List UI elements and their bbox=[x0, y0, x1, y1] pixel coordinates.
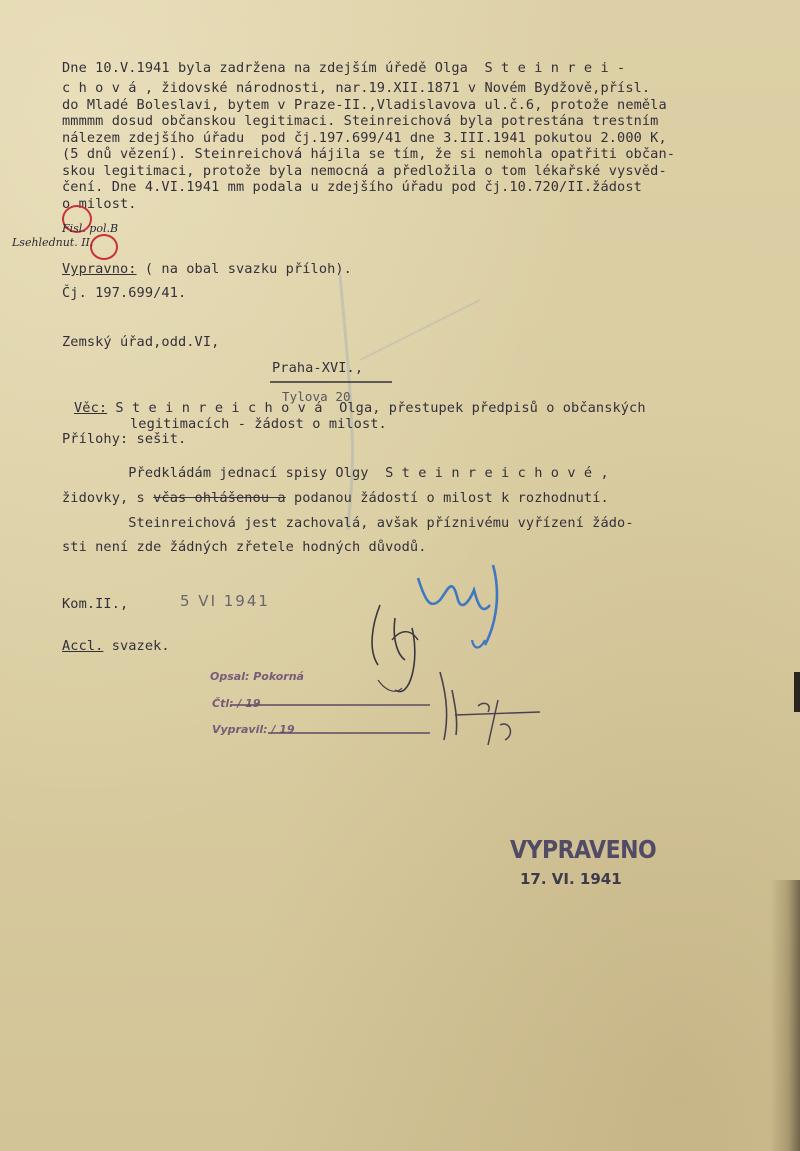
body-line-5: nálezem zdejšího úřadu pod čj.197.699/41 dne 3.III.1941 pokutou 2.000 K, bbox=[62, 130, 667, 146]
dispatch-label: Vypravno: bbox=[62, 261, 137, 277]
letter-line-4: sti není zde žádných zřetele hodných důvodů. bbox=[62, 539, 427, 555]
addressee-city: Praha-XVI., bbox=[272, 360, 364, 376]
vypraveno-date: 17. VI. 1941 bbox=[520, 870, 622, 888]
addressee-street: Tylova 20 bbox=[282, 389, 351, 404]
stamp-vypravil: Vypravil: / 19 bbox=[212, 723, 295, 736]
attachments: Přílohy: sešit. bbox=[62, 431, 187, 447]
addressee-office: Zemský úřad,odd.VI, bbox=[62, 334, 220, 350]
body-line-8: čení. Dne 4.VI.1941 mm podala u zdejšího úřadu pod čj.10.720/II.žádost bbox=[62, 179, 642, 195]
struck-text: včas ohlášenou a bbox=[153, 490, 286, 506]
body-line-2: c h o v á , židovské národnosti, nar.19.XII.1871 v Novém Bydžově,přísl. bbox=[62, 80, 651, 96]
margin-note-1: Fisl. pol.B bbox=[62, 222, 119, 235]
margin-note-2: Lsehlednut. II. bbox=[12, 236, 94, 249]
dispatch-ref: Čj. 197.699/41. bbox=[62, 285, 187, 301]
letter-line-2a: židovky, s bbox=[62, 490, 154, 506]
dispatch-text: ( na obal svazku příloh). bbox=[136, 261, 352, 277]
body-line-3: do Mladé Boleslavi, bytem v Praze-II.,Vladislavova ul.č.6, protože neměla bbox=[62, 97, 667, 113]
body-line-6: (5 dnů vězení). Steinreichová hájila se tím, že si nemohla opatřiti občan- bbox=[62, 146, 676, 162]
subject-line-2: legitimacích - žádost o milost. bbox=[130, 416, 387, 432]
accl-text: svazek. bbox=[103, 638, 170, 654]
letter-line-3: Steinreichová jest zachovalá, avšak příznivému vyřízení žádo- bbox=[62, 515, 634, 531]
body-line-9: o milost. bbox=[62, 196, 137, 212]
stamp-cetl: Čtl: / 19 bbox=[212, 697, 261, 710]
body-line-1: Dne 10.V.1941 byla zadržena na zdejším úředě Olga S t e i n r e i - bbox=[62, 60, 626, 76]
subject-label: Věc: bbox=[74, 400, 108, 416]
letter-line-1: Předkládám jednací spisy Olgy S t e i n r e i c h o v é , bbox=[62, 465, 609, 481]
kom-label: Kom.II., bbox=[62, 596, 129, 612]
accl-label: Accl. bbox=[62, 638, 104, 654]
body-line-7: skou legitimaci, protože byla nemocná a předložila o tom lékařské vysvěd- bbox=[62, 163, 667, 179]
body-line-4: mmmmm dosud občanskou legitimaci. Steinreichová byla potrestána trestním bbox=[62, 113, 659, 129]
letter-line-2b: podanou žádostí o milost k rozhodnutí. bbox=[285, 490, 609, 506]
vypraveno-stamp: VYPRAVENO bbox=[510, 836, 657, 865]
subject-text: S t e i n r e i c h o v á Olga, přestupek předpisů o občanských bbox=[107, 400, 646, 416]
stamp-opsal: Opsal: Pokorná bbox=[210, 670, 304, 683]
date-stamp: 5 VI 1941 bbox=[180, 592, 270, 610]
